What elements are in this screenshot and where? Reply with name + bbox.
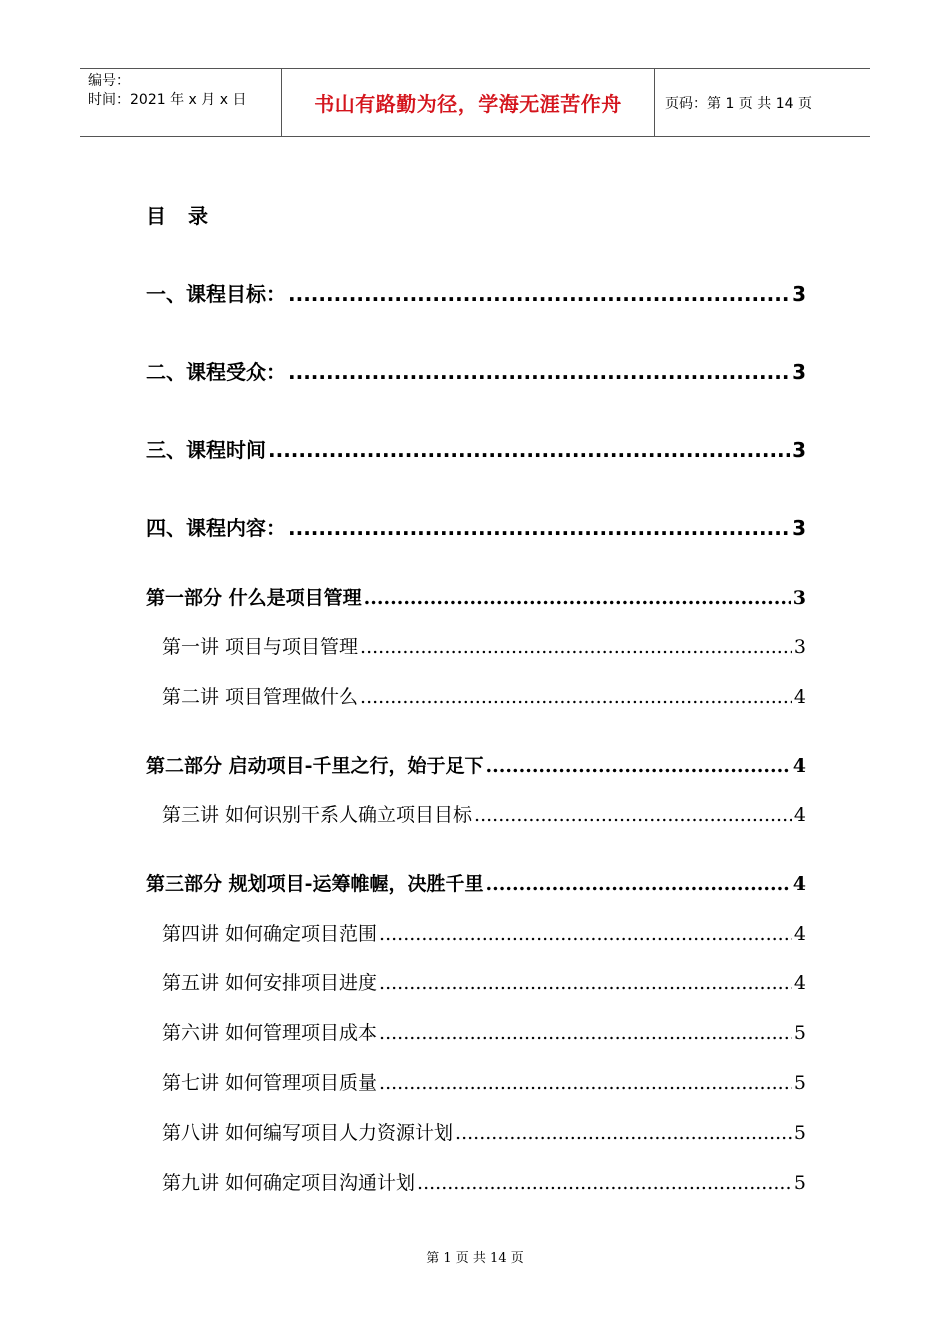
- toc-entry-text: 第七讲 如何管理项目质量: [162, 1072, 378, 1094]
- toc-entry-page: 5: [793, 1172, 806, 1194]
- toc-entry-text: 三、课程时间: [146, 438, 266, 462]
- toc-entry[interactable]: [146, 1018, 806, 1045]
- toc-entry-page: 4: [793, 686, 806, 708]
- header-time: 时间：2021 年 x 月 x 日: [88, 92, 247, 108]
- toc-entry[interactable]: [146, 1118, 806, 1145]
- toc-entry-page: 3: [792, 438, 806, 462]
- toc-entry[interactable]: [146, 632, 806, 659]
- toc-entry-page: 3: [792, 282, 806, 306]
- toc-entry-text: 第二部分 启动项目-千里之行，始于足下: [146, 755, 484, 777]
- toc-entry-page: 3: [792, 360, 806, 384]
- header-motto: 书山有路勤为径，学海无涯苦作舟: [314, 92, 622, 116]
- toc-leader: [486, 755, 791, 777]
- toc-entry-text: 第四讲 如何确定项目范围: [162, 923, 378, 945]
- toc-leader: [360, 636, 792, 658]
- toc-entry[interactable]: [146, 869, 806, 896]
- toc-leader: [455, 1122, 792, 1144]
- toc-leader: [379, 1072, 792, 1094]
- toc-entry[interactable]: [146, 434, 806, 463]
- toc-entry-page: 4: [792, 755, 806, 777]
- toc-entry[interactable]: [146, 800, 806, 827]
- header-motto-cell: [282, 69, 655, 136]
- toc-entry[interactable]: [146, 278, 806, 307]
- toc-entry-page: 3: [792, 516, 806, 540]
- toc-entry-text: 第二讲 项目管理做什么: [162, 686, 359, 708]
- toc-entry[interactable]: [146, 968, 806, 995]
- toc-entry[interactable]: [146, 1168, 806, 1195]
- header-page-number: 页码：第 1 页 共 14 页: [665, 95, 812, 112]
- toc-entry-page: 5: [793, 1122, 806, 1144]
- toc-entry-text: 四、课程内容：: [146, 516, 286, 540]
- toc-leader: [379, 1022, 792, 1044]
- toc-leader: [379, 923, 792, 945]
- toc-leader: [360, 686, 792, 708]
- toc-entry[interactable]: [146, 356, 806, 385]
- header-number: 编号：: [88, 73, 130, 89]
- toc-entry-text: 第六讲 如何管理项目成本: [162, 1022, 378, 1044]
- toc-leader: [379, 972, 792, 994]
- toc-entry-text: 第九讲 如何确定项目沟通计划: [162, 1172, 416, 1194]
- toc-entry-text: 二、课程受众：: [146, 360, 286, 384]
- toc-entry-text: 第八讲 如何编写项目人力资源计划: [162, 1122, 454, 1144]
- toc-leader: [364, 587, 791, 609]
- header-page-cell: [655, 69, 870, 136]
- toc-entry-text: 第一讲 项目与项目管理: [162, 636, 359, 658]
- toc-title: 目录: [146, 204, 230, 228]
- toc-leader: [417, 1172, 792, 1194]
- page-footer: 第 1 页 共 14 页: [426, 1251, 524, 1266]
- toc-leader: [288, 282, 790, 306]
- header-meta: [80, 69, 282, 136]
- toc-entry-page: 5: [793, 1072, 806, 1094]
- toc-leader: [288, 360, 790, 384]
- toc-entry-text: 第五讲 如何安排项目进度: [162, 972, 378, 994]
- toc-entry-page: 5: [793, 1022, 806, 1044]
- toc-entry-text: 第三部分 规划项目-运筹帷幄，决胜千里: [146, 873, 484, 895]
- toc-entry[interactable]: [146, 583, 806, 610]
- toc-leader: [474, 804, 792, 826]
- toc-entry-page: 4: [792, 873, 806, 895]
- toc-entry-page: 3: [793, 636, 806, 658]
- toc-entry-page: 3: [792, 587, 806, 609]
- toc-entry[interactable]: [146, 1068, 806, 1095]
- toc-entry-page: 4: [793, 923, 806, 945]
- toc-entry[interactable]: [146, 751, 806, 778]
- toc-entry[interactable]: [146, 919, 806, 946]
- toc-entry-text: 一、课程目标：: [146, 282, 286, 306]
- toc-entry[interactable]: [146, 682, 806, 709]
- toc-entry-text: 第一部分 什么是项目管理: [146, 587, 362, 609]
- toc-entry[interactable]: [146, 512, 806, 541]
- toc-leader: [268, 438, 790, 462]
- toc-leader: [288, 516, 790, 540]
- toc-entry-page: 4: [793, 804, 806, 826]
- toc-entry-page: 4: [793, 972, 806, 994]
- page-header: [80, 68, 870, 137]
- toc-entry-text: 第三讲 如何识别干系人确立项目目标: [162, 804, 473, 826]
- toc-leader: [486, 873, 791, 895]
